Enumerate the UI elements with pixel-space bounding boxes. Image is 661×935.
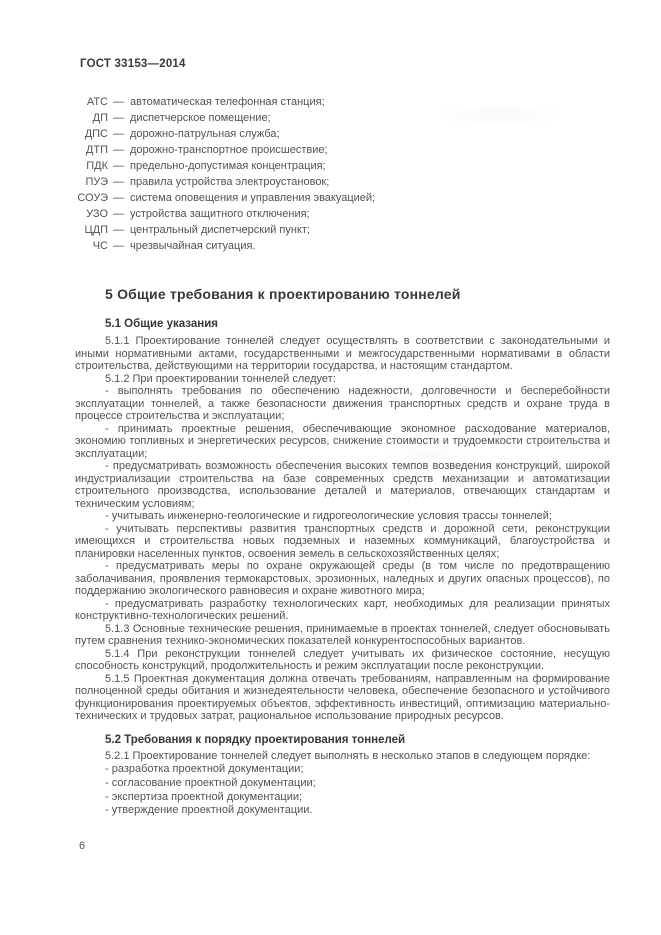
list-item-5-2-1: - согласование проектной документации; — [105, 776, 316, 789]
abbreviation-term: ДПС — [84, 128, 108, 140]
abbreviation-term: ЦДП — [84, 224, 108, 236]
list-item-5-2-1: - утверждение проектной документации. — [105, 804, 313, 817]
abbreviation-row — [75, 96, 610, 112]
list-item-5-1-2: - выполнять требования по обеспечению надежности, долговечности и бесперебойности эксплуатации тоннелей, а также безопасности движения транспортных средств и охране труда в процессе строительства и эксплуатации; — [75, 385, 610, 422]
abbreviation-row — [75, 112, 610, 128]
abbreviation-definition: автоматическая телефонная станция; — [130, 96, 325, 108]
abbreviation-definition: дорожно-транспортное происшествие; — [130, 144, 328, 156]
em-dash: — — [113, 160, 124, 172]
paragraph-5-1-5: 5.1.5 Проектная документация должна отвечать требованиям, направленным на формирование полноценной среды обитания и жизнедеятельности человека, обеспечение безопасного и устойчивого функционирования проектируемых объектов, эффективность инвестиций, оптимизацию материально-технических и трудовых затрат, рациональное использование природных ресурсов. — [75, 672, 610, 722]
paragraph-5-2-1-intro: 5.2.1 Проектирование тоннелей следует выполнять в несколько этапов в следующем порядке: — [105, 749, 591, 762]
abbreviation-row — [75, 160, 610, 176]
em-dash: — — [113, 112, 124, 124]
abbreviation-term: ЧС — [92, 240, 108, 252]
list-item-5-1-2: - учитывать инженерно-геологические и гидрогеологические условия трассы тоннелей; — [105, 510, 552, 522]
paragraph-5-1-3: 5.1.3 Основные технические решения, принимаемые в проектах тоннелей, следует обосновывать путем сравнения технико-экономических показателей конкурентоспособных вариантов. — [75, 622, 610, 647]
design-stages-list — [75, 763, 610, 818]
paragraph-5-1-2-intro: 5.1.2 При проектировании тоннелей следует: — [105, 372, 336, 385]
paragraph-5-1-1: 5.1.1 Проектирование тоннелей следует осуществлять в соответствии с законодательными и иными нормативными актами, государственными и межгосударственными нормативами в области строительства, действующими на территории государства, и настоящим стандартом. — [75, 335, 610, 372]
abbreviation-definition: диспетчерское помещение; — [130, 112, 271, 124]
list-item-5-1-2: - предусматривать меры по охране окружающей среды (в том числе по предотвращению заболачивания, проявления термокарстовых, эрозионных, наледных и других опасных процессов), по поддержанию экологического равновесия и охране животного мира; — [75, 560, 610, 597]
abbreviation-row — [75, 192, 610, 208]
em-dash: — — [113, 176, 124, 188]
abbreviation-definition: правила устройства электроустановок; — [130, 176, 330, 188]
abbreviation-term: ДТП — [85, 144, 108, 156]
em-dash: — — [113, 96, 124, 108]
em-dash: — — [113, 208, 124, 220]
section-5-1-heading: 5.1 Общие указания — [105, 318, 218, 330]
abbreviation-definition: дорожно-патрульная служба; — [130, 128, 280, 140]
paragraph-5-1-4: 5.1.4 При реконструкции тоннелей следует учитывать их физическое состояние, несущую способность конструкций, продолжительность и режим эксплуатации после реконструкции. — [75, 647, 610, 672]
abbreviation-row — [75, 128, 610, 144]
section-5-2-heading: 5.2 Требования к порядку проектирования тоннелей — [105, 733, 406, 746]
em-dash: — — [113, 224, 124, 236]
abbreviation-row — [75, 176, 610, 192]
page-number: 6 — [79, 840, 86, 852]
list-item-5-1-2: - предусматривать возможность обеспечения высоких темпов возведения конструкций, широкой индустриализации строительства на базе современных средств механизации и автоматизации строительного производства, использование деталей и материалов, отвечающих стандартам и техническим условиям; — [75, 460, 610, 510]
abbreviation-term: УЗО — [86, 208, 108, 220]
abbreviation-term: СОУЭ — [77, 192, 108, 204]
em-dash: — — [113, 192, 124, 204]
list-item-5-1-2: - предусматривать разработку технологических карт, необходимых для реализации принятых конструктивно-технологических решений. — [75, 597, 610, 622]
abbreviation-definition: предельно-допустимая концентрация; — [130, 160, 326, 172]
list-item-5-1-2: - учитывать перспективы развития транспортных средств и дорожной сети, реконструкции имеющихся и строительства новых подземных и наземных коммуникаций, благоустройства и планировки населенных пунктов, освоения земель в сельскохозяйственных целях; — [75, 522, 610, 560]
abbreviation-term: АТС — [86, 96, 108, 108]
abbreviation-definition: система оповещения и управления эвакуацией; — [130, 192, 376, 204]
abbreviation-definition: чрезвычайная ситуация. — [130, 240, 256, 252]
list-item-5-2-1: - разработка проектной документации; — [105, 763, 304, 775]
em-dash: — — [113, 240, 124, 252]
abbreviation-row — [75, 144, 610, 160]
abbreviation-definition: центральный диспетчерский пункт; — [130, 224, 310, 236]
abbreviation-row — [75, 240, 610, 256]
list-item-5-1-2: - принимать проектные решения, обеспечивающие экономное расходование материалов, экономию топливных и энергетических ресурсов, снижение стоимости и трудоемкости строительства и эксплуатации; — [75, 422, 610, 460]
abbreviation-definition: устройства защитного отключения; — [130, 208, 310, 220]
abbreviation-term: ДП — [92, 112, 108, 124]
list-item-5-2-1: - экспертиза проектной документации; — [105, 790, 303, 803]
section-5-heading: 5 Общие требования к проектированию тоннелей — [105, 286, 461, 302]
em-dash: — — [113, 128, 124, 140]
abbreviation-term: ПУЭ — [85, 176, 108, 188]
document-header: ГОСТ 33153—2014 — [80, 58, 186, 70]
abbreviation-term: ПДК — [86, 160, 108, 172]
em-dash: — — [113, 144, 124, 156]
abbreviation-list — [75, 96, 610, 256]
abbreviation-row — [75, 224, 610, 240]
abbreviation-row — [75, 208, 610, 224]
